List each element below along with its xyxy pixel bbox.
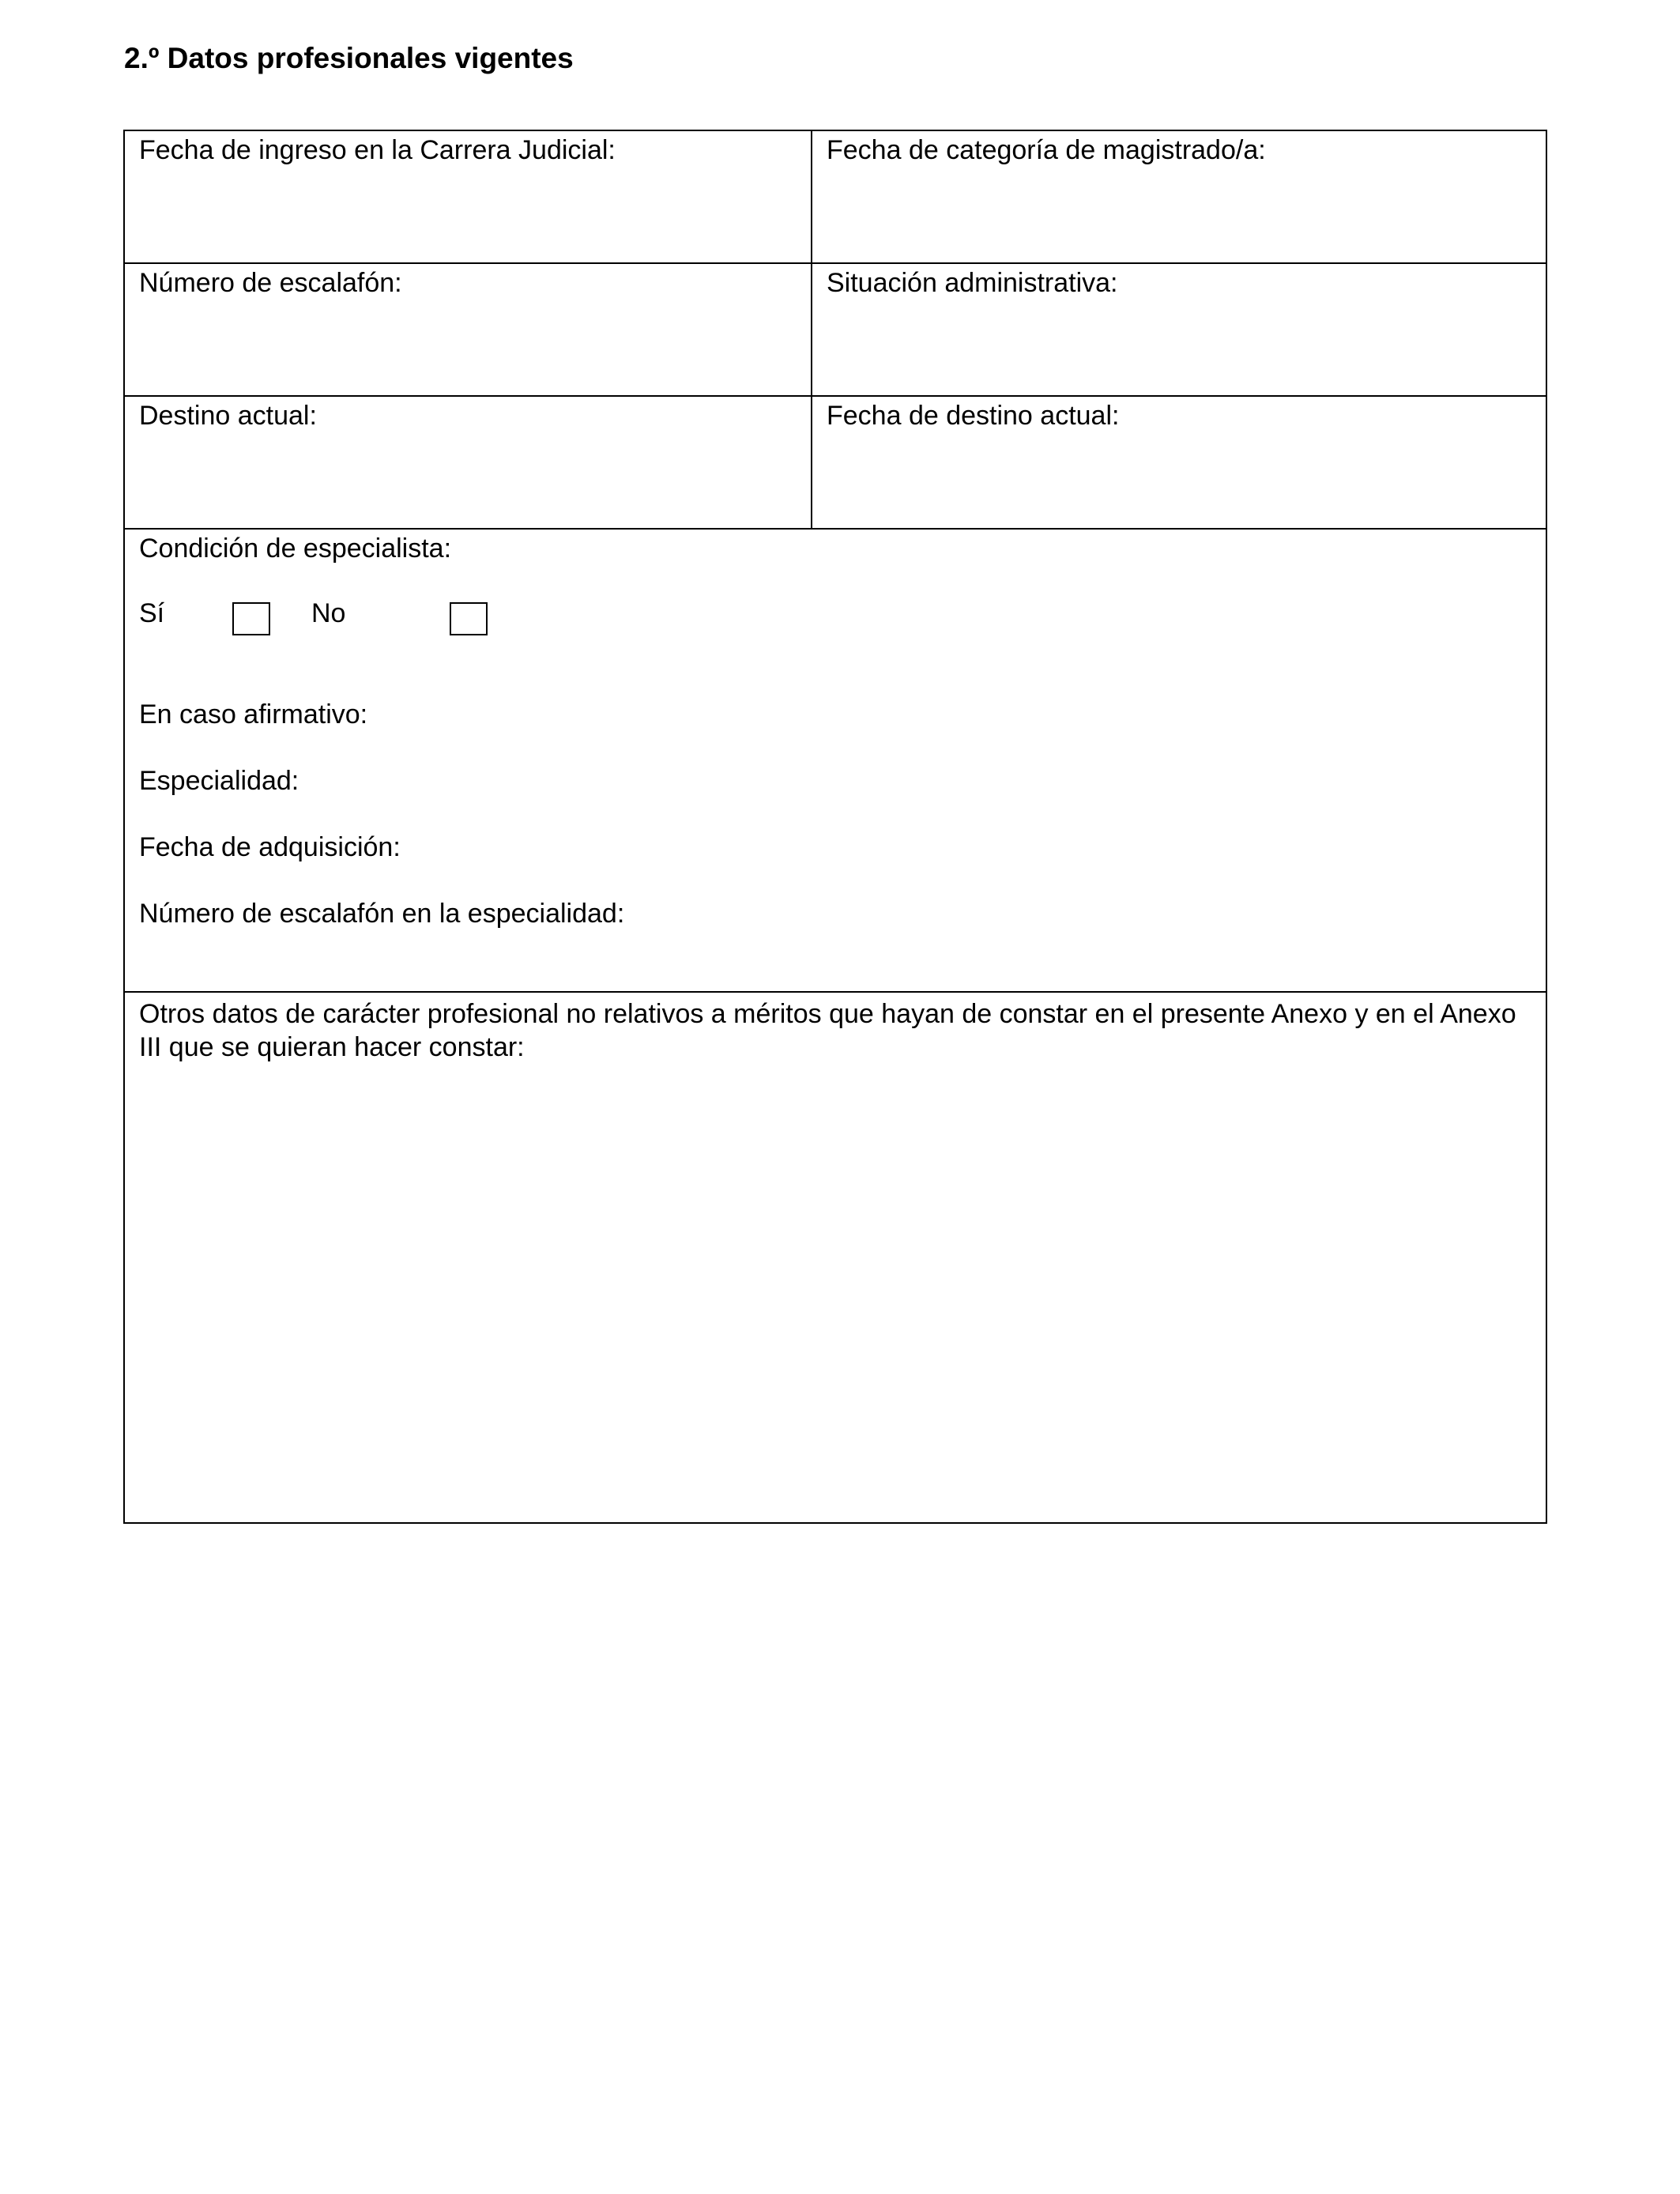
section-title: 2.º Datos profesionales vigentes bbox=[124, 42, 574, 74]
especialista-section bbox=[125, 530, 1547, 993]
situacion-administrativa-field[interactable] bbox=[812, 264, 1547, 397]
professional-data-form bbox=[123, 130, 1547, 1524]
escalafon-especialidad-label: Número de escalafón en la especialidad: bbox=[139, 899, 625, 929]
fecha-ingreso-field[interactable] bbox=[125, 131, 812, 264]
fecha-ingreso-label: Fecha de ingreso en la Carrera Judicial: bbox=[139, 135, 616, 165]
especialista-label: Condición de especialista: bbox=[139, 533, 452, 564]
especialidad-label: Especialidad: bbox=[139, 766, 299, 796]
destino-actual-field[interactable] bbox=[125, 397, 812, 530]
fecha-adquisicion-label: Fecha de adquisición: bbox=[139, 832, 401, 862]
destino-actual-label: Destino actual: bbox=[139, 401, 317, 431]
no-checkbox[interactable] bbox=[450, 602, 488, 635]
fecha-destino-label: Fecha de destino actual: bbox=[827, 401, 1120, 431]
si-label: Sí bbox=[139, 598, 165, 628]
otros-datos-field[interactable] bbox=[125, 993, 1547, 1524]
otros-datos-label: Otros datos de carácter profesional no relativos a méritos que hayan de constar en el presente Anexo y en el Anexo III que se quieran hacer constar: bbox=[139, 999, 1516, 1062]
numero-escalafon-field[interactable] bbox=[125, 264, 812, 397]
situacion-administrativa-label: Situación administrativa: bbox=[827, 268, 1118, 298]
numero-escalafon-label: Número de escalafón: bbox=[139, 268, 402, 298]
afirmativo-label: En caso afirmativo: bbox=[139, 699, 368, 729]
fecha-destino-field[interactable] bbox=[812, 397, 1547, 530]
no-label: No bbox=[311, 598, 346, 628]
fecha-categoria-label: Fecha de categoría de magistrado/a: bbox=[827, 135, 1266, 165]
fecha-categoria-field[interactable] bbox=[812, 131, 1547, 264]
si-checkbox[interactable] bbox=[232, 602, 270, 635]
